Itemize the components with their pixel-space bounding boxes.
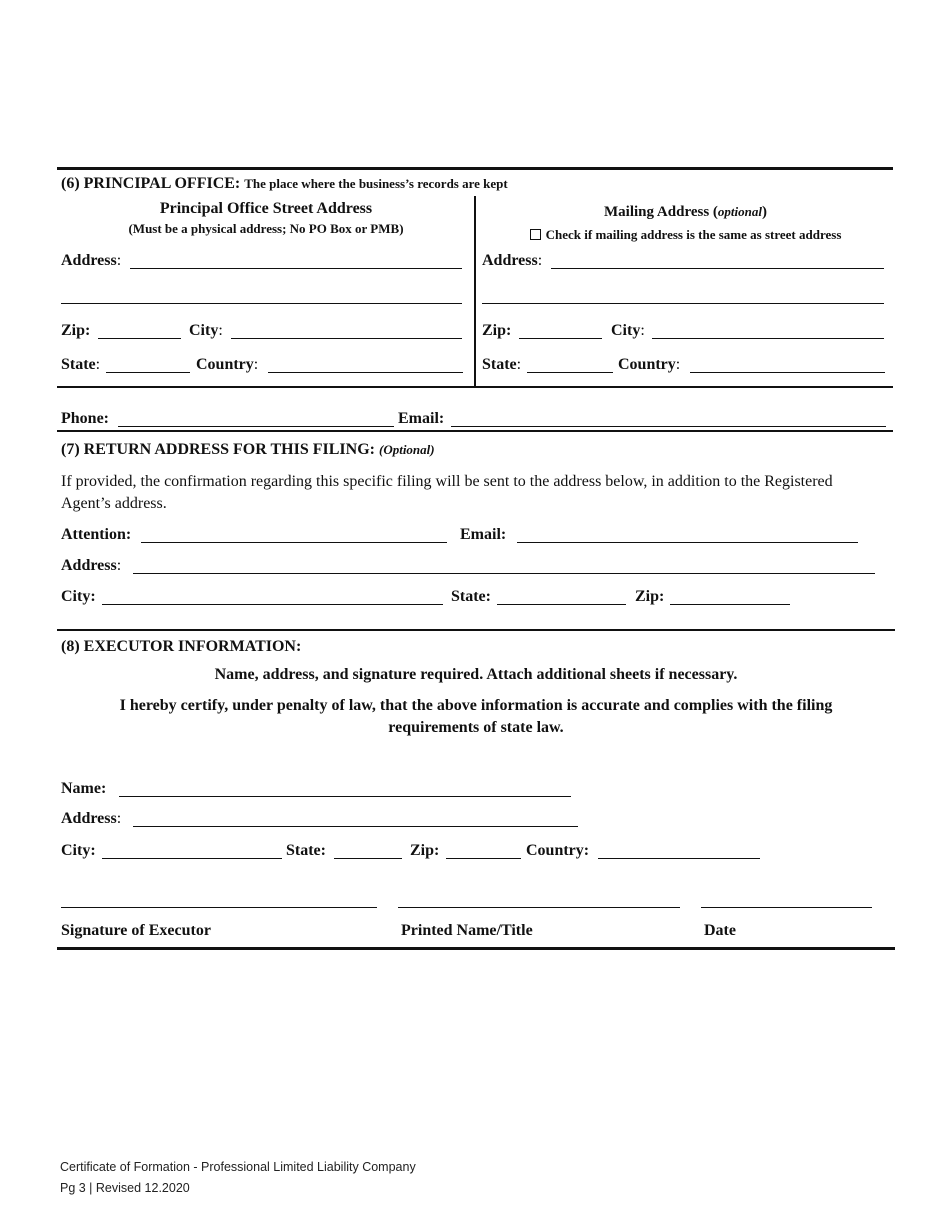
date-line[interactable]	[701, 907, 872, 908]
principal-country-label-text: Country	[196, 356, 254, 373]
mailing-address-field[interactable]	[551, 268, 884, 269]
mailing-address-field-2[interactable]	[482, 303, 884, 304]
return-city-field[interactable]	[102, 604, 443, 605]
executor-name-label: Name:	[61, 780, 107, 797]
mailing-country-label: Country:	[618, 356, 681, 373]
principal-state-label: State:	[61, 356, 101, 373]
principal-address-field[interactable]	[130, 268, 462, 269]
return-address-field[interactable]	[133, 573, 875, 574]
principal-zip-field[interactable]	[98, 338, 181, 339]
principal-office-note: (Must be a physical address; No PO Box or PMB)	[128, 221, 404, 236]
return-address-label: Address:	[61, 557, 122, 574]
section7-heading	[61, 441, 435, 459]
date-label: Date	[704, 922, 736, 939]
return-state-label: State:	[451, 588, 491, 605]
mailing-address-label: Address:	[482, 252, 543, 269]
printed-name-line[interactable]	[398, 907, 680, 908]
executor-address-label: Address:	[61, 810, 122, 827]
principal-address-field-2[interactable]	[61, 303, 462, 304]
principal-address-label-text: Address	[61, 252, 117, 269]
principal-city-field[interactable]	[231, 338, 462, 339]
principal-city-label-text: City	[189, 322, 219, 339]
return-city-label: City:	[61, 588, 96, 605]
mailing-city-label: City:	[611, 322, 645, 339]
mailing-country-label-text: Country	[618, 356, 676, 373]
footer-line1: Certificate of Formation - Professional Limited Liability Company	[60, 1160, 416, 1174]
executor-country-label: Country:	[526, 842, 590, 859]
executor-address-field[interactable]	[133, 826, 578, 827]
section6-heading-text: (6) PRINCIPAL OFFICE:	[61, 175, 241, 192]
executor-zip-label: Zip:	[410, 842, 440, 859]
phone-label: Phone:	[61, 410, 109, 427]
attention-field[interactable]	[141, 542, 447, 543]
mailing-address-label-text: Address	[482, 252, 538, 269]
phone-field[interactable]	[118, 426, 394, 427]
printed-name-label: Printed Name/Title	[401, 922, 533, 939]
return-email-label: Email:	[460, 526, 507, 543]
mailing-state-label: State:	[482, 356, 522, 373]
mailing-same-checkbox-row[interactable]	[478, 227, 893, 243]
section7-heading-text: (7) RETURN ADDRESS FOR THIS FILING:	[61, 441, 375, 458]
principal-zip-label: Zip:	[61, 322, 91, 339]
section7-description-line2: Agent’s address.	[61, 495, 167, 512]
mailing-same-checkbox[interactable]	[530, 229, 541, 240]
principal-country-label: Country:	[196, 356, 259, 373]
mailing-state-field[interactable]	[527, 372, 613, 373]
section6-heading	[61, 175, 508, 193]
section8-heading: (8) EXECUTOR INFORMATION:	[61, 638, 302, 655]
principal-state-label-text: State	[61, 356, 96, 373]
mailing-address-title-text: Mailing Address	[604, 204, 710, 220]
return-zip-label: Zip:	[635, 588, 665, 605]
mailing-address-title: Mailing Address (optional)	[604, 204, 767, 220]
mailing-zip-label: Zip:	[482, 322, 512, 339]
signature-label: Signature of Executor	[61, 922, 211, 939]
section7-bottom-rule	[57, 629, 895, 631]
executor-country-field[interactable]	[598, 858, 760, 859]
return-zip-field[interactable]	[670, 604, 790, 605]
section6-subheading: The place where the business’s records are kept	[244, 176, 508, 191]
attention-label: Attention:	[61, 526, 132, 543]
section8-instruction: Name, address, and signature required. Attach additional sheets if necessary.	[214, 666, 738, 683]
section8-certify-line1: I hereby certify, under penalty of law, that the above information is accurate and complies with the filing	[119, 697, 833, 714]
mailing-same-checkbox-label: Check if mailing address is the same as street address	[545, 227, 842, 242]
executor-zip-field[interactable]	[446, 858, 521, 859]
email-field[interactable]	[451, 426, 886, 427]
principal-state-field[interactable]	[106, 372, 190, 373]
signature-line[interactable]	[61, 907, 377, 908]
mailing-address-optional: optional	[717, 204, 762, 219]
return-state-field[interactable]	[497, 604, 626, 605]
mailing-state-label-text: State	[482, 356, 517, 373]
section8-bottom-rule	[57, 947, 895, 950]
principal-address-label: Address:	[61, 252, 122, 269]
executor-address-label-text: Address	[61, 810, 117, 827]
top-rule	[57, 167, 893, 170]
column-divider	[474, 196, 476, 388]
section7-description-line1: If provided, the confirmation regarding this specific filing will be sent to the address below, in addition to the Registered	[61, 473, 833, 490]
section8-certify-line2: requirements of state law.	[388, 719, 564, 736]
principal-office-title: Principal Office Street Address	[159, 200, 373, 217]
executor-city-field[interactable]	[102, 858, 282, 859]
executor-state-field[interactable]	[334, 858, 402, 859]
executor-state-label: State:	[286, 842, 326, 859]
return-address-label-text: Address	[61, 557, 117, 574]
email-label: Email:	[398, 410, 445, 427]
footer-line2: Pg 3 | Revised 12.2020	[60, 1181, 190, 1195]
executor-name-field[interactable]	[119, 796, 571, 797]
principal-country-field[interactable]	[268, 372, 463, 373]
mailing-country-field[interactable]	[690, 372, 885, 373]
section7-optional: (Optional)	[378, 442, 435, 457]
mailing-city-label-text: City	[611, 322, 641, 339]
mailing-zip-field[interactable]	[519, 338, 602, 339]
return-email-field[interactable]	[517, 542, 858, 543]
section6-bottom-rule	[57, 386, 893, 388]
executor-city-label: City:	[61, 842, 96, 859]
mailing-city-field[interactable]	[652, 338, 884, 339]
phone-email-rule	[57, 430, 893, 432]
principal-city-label: City:	[189, 322, 223, 339]
